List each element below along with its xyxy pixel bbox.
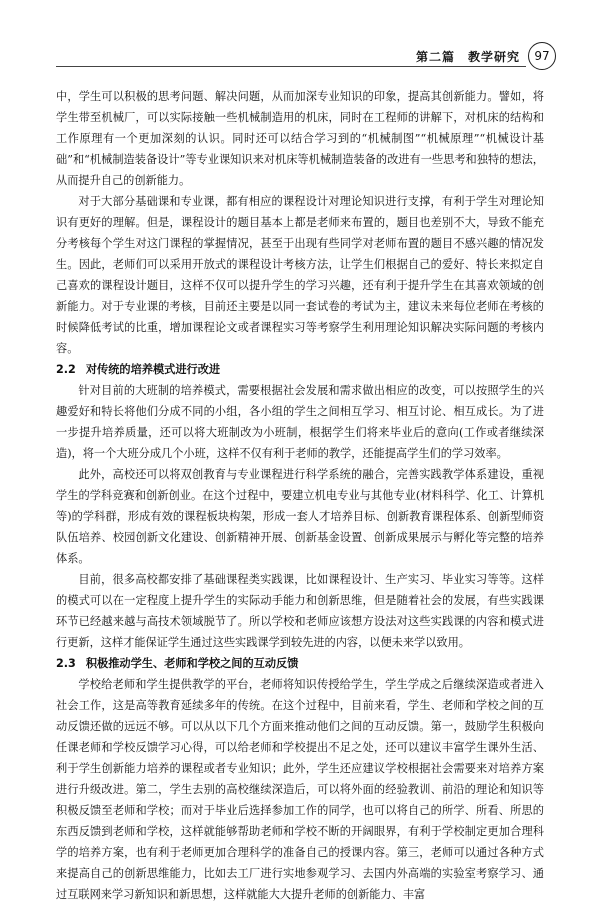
section-number: 2.3 bbox=[56, 657, 76, 670]
paragraph-class-size: 针对目前的大班制的培养模式，需要根据社会发展和需求做出相应的改变，可以按照学生的兴趣爱好和特长将他们分成不同的小组，各小组的学生之间相互学习、相互讨论、相互成长。为了进一步提升培养质量，还可以将大班制改为小班制，根据学生们将来毕业后的意向(工作或者继续深造)，将一个大班分成几个小班，这样不仅有利于老师的教学，还能提高学生们的学习效率。 bbox=[56, 384, 544, 460]
section-title: 第二篇 教学研究 bbox=[415, 50, 520, 64]
paragraph-course-design: 对于大部分基础课和专业课，都有相应的课程设计对理论知识进行支撑，有利于学生对理论知识有更好的理解。但是，课程设计的题目基本上都是老师来布置的，题目也差别不大，导致不能充分考核每个学生对这门课程的掌握情况，甚至于出现有些同学对老师布置的题目不感兴趣的情况发生。因此，老师们可以采用开放式的课程设计考核方法，让学生们根据自己的爱好、特长来拟定自己喜欢的课程设计题目，这样不仅可以提升学生的学习兴趣，还有利于提升学生在其喜欢领域的创新能力。对于专业课的考核，目前还主要是以同一套试卷的考试为主，建议未来每位老师在考核的时候降低考试的比重，增加课程论文或者课程实习等考察学生利用理论知识解决实际问题的考核内容。 bbox=[56, 195, 544, 355]
page-body bbox=[56, 86, 544, 905]
paragraph-innovation-education: 此外，高校还可以将双创教育与专业课程进行科学系统的融合，完善实践教学体系建设，重视学生的学科竞赛和创新创业。在这个过程中，要建立机电专业与其他专业(材料科学、化工、计算机等)的学科群，形成有效的课程板块构架，形成一套人才培养目标、创新教育课程体系、创新型师资队伍培养、校园创新文化建设、创新精神开展、创新基金设置、创新成果展示与孵化等完整的培养体系。 bbox=[56, 468, 544, 565]
paragraph-feedback: 学校给老师和学生提供教学的平台，老师将知识传授给学生，学生学成之后继续深造或者进入社会工作，这是高等教育延续多年的传统。在这个过程中，目前来看，学生、老师和学校之间的互动反馈还做的远远不够。可以从以下几个方面来推动他们之间的互动反馈。第一，鼓励学生积极向任课老师和学校反馈学习心得，可以给老师和学校提出不足之处，还可以建议丰富学生课外生活、利于学生创新能力培养的课程或者专业知识；此外，学生还应建议学校根据社会需要来对培养方案进行升级改进。第二，学生去别的高校继续深造后，可以将外面的经验教训、前沿的理论和知识等积极反馈至老师和学校；而对于毕业后选择参加工作的同学，也可以将自己的所学、所看、所思的东西反馈到老师和学校，这样就能够帮助老师和学校不断的开阔眼界，有利于学校制定更加合理科学的培养方案，也有利于老师更加合理科学的准备自己的授课内容。第三，老师可以通过各种方式来提高自己的创新思维能力，比如去工厂进行实地参观学习、去国内外高端的实验室考察学习、通过互联网来学习新知识和新思想，这样就能大大提升老师的创新能力、丰富 bbox=[56, 678, 544, 901]
section-number: 2.2 bbox=[56, 363, 76, 376]
page-number: 97 bbox=[528, 42, 556, 70]
paragraph-continuation: 中，学生可以积极的思考问题、解决问题，从而加深专业知识的印象，提高其创新能力。譬如，将学生带至机械厂，可以实际接触一些机械制造用的机床，同时在工程师的讲解下，对机床的结构和工作原理有一个更加深刻的认识。同时还可以结合学习到的“机械制图”“机械原理”“机械设计基础”和“机械制造装备设计”等专业课知识来对机床等机械制造装备的改进有一些思考和独特的想法，从而提升自己的创新能力。 bbox=[56, 90, 544, 187]
page-header bbox=[0, 0, 600, 64]
section-heading-text: 积极推动学生、老师和学校之间的互动反馈 bbox=[85, 657, 299, 670]
section-heading-2-2 bbox=[56, 359, 544, 380]
section-heading-2-3 bbox=[56, 653, 544, 674]
header-divider bbox=[56, 66, 526, 67]
paragraph-practice-courses: 目前，很多高校都安排了基础课程类实践课，比如课程设计、生产实习、毕业实习等等。这样的模式可以在一定程度上提升学生的实际动手能力和创新思维，但是随着社会的发展，有些实践课环节已经越来越与高技术领域脱节了。所以学校和老师应该想方设法对这些实践课的内容和模式进行更新，这样才能保证学生通过这些实践课学到较先进的内容，以便未来学以致用。 bbox=[56, 573, 544, 649]
section-heading-text: 对传统的培养模式进行改进 bbox=[85, 363, 221, 376]
